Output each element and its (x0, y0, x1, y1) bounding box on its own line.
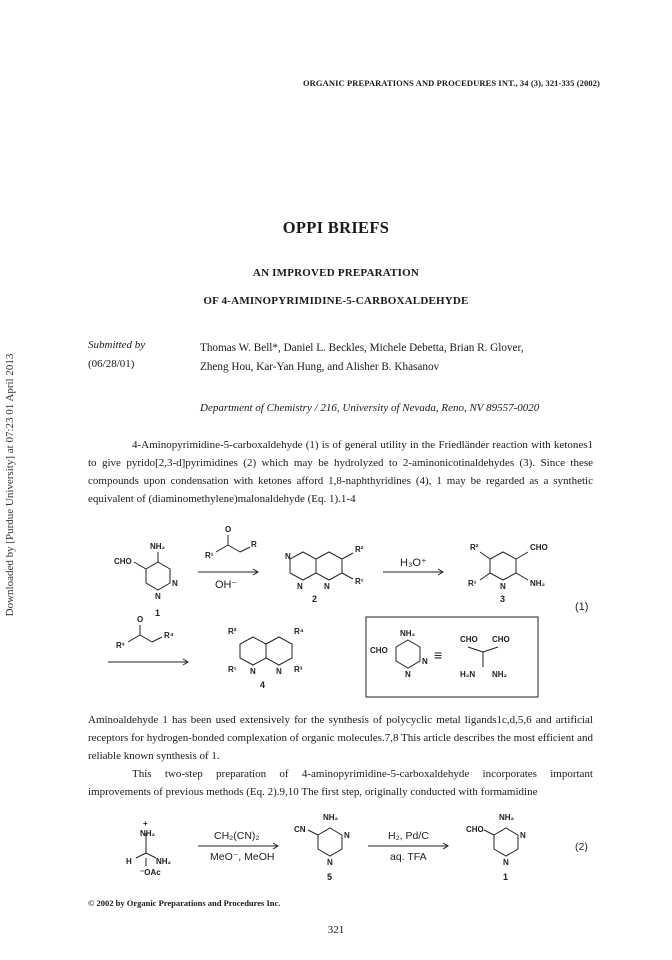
cho-label-box-2: CHO (460, 635, 478, 644)
nh2-label-1c: NH₂ (499, 813, 515, 822)
cho-label-box: CHO (370, 646, 388, 655)
r4-label-4: R⁴ (294, 627, 304, 636)
pyrimidine-ring-1 (146, 562, 170, 590)
n-label-1c-b: N (503, 858, 509, 867)
paragraph-block-2 (88, 711, 593, 801)
compound-label-1: 1 (155, 608, 161, 618)
reagent-hydrogenation: H₂, Pd/C (388, 830, 429, 842)
cho-label-1c: CHO (466, 825, 484, 834)
r1-label-4: R¹ (228, 665, 237, 674)
nh2-label-box: NH₂ (400, 629, 416, 638)
paragraph-intro (88, 436, 593, 508)
h-label-amidine: H (126, 857, 132, 866)
plus-sign: + (143, 819, 148, 828)
n-label-3: N (500, 582, 506, 591)
n-label-5a: N (344, 831, 350, 840)
o-label-ketone-2: O (137, 615, 144, 624)
acetate-label: ⁻OAc (140, 868, 161, 877)
authors-line2: Zheng Hou, Kar-Yan Hung, and Alisher B. Khasanov (200, 361, 440, 373)
reagent-hydroxide: OH⁻ (215, 579, 238, 591)
nh2-label-box-2: NH₂ (492, 670, 508, 679)
download-watermark-text: Downloaded by [Purdue University] at 07:23 01 April 2013 (4, 353, 16, 617)
n-label-2c: N (324, 582, 330, 591)
nh2-label-amidine-top: NH₂ (140, 829, 156, 838)
pyrimidine-ring-5 (318, 828, 342, 856)
n-label-4b: N (276, 667, 282, 676)
r2-label-2: R² (355, 545, 364, 554)
article-title-line1: AN IMPROVED PREPARATION (252, 267, 420, 279)
r2-label-4: R² (228, 627, 237, 636)
r-label-ketone: R (251, 540, 257, 549)
naphthyridine-ring-right (266, 637, 292, 665)
nh2-label-amidine: NH₂ (156, 857, 172, 866)
reagent-hydronium: H₃O⁺ (400, 557, 427, 569)
equivalent-box (366, 617, 538, 697)
reagent-tfa: aq. TFA (390, 851, 427, 863)
submitted-label: Submitted by (88, 339, 146, 351)
pyrimidine-ring-1b (494, 828, 518, 856)
paragraph-1: 4-Aminopyrimidine-5-carboxaldehyde (1) is of general utility in the Friedländer reaction with ketones1 to give pyrido[2,3-d]pyrimidines (2) which may be hydrolyzed to 2-aminonicotinaldehydes (3). Since these compounds upon condensation with ketones afford 1,8-naphthyridines (4), 1 may be regarded as a synthetic equivalent of (diaminomethylene)malonaldehyde (Eq. 1).1-4 (88, 439, 593, 505)
r3-label-ketone: R³ (116, 641, 125, 650)
cho-label-3: CHO (530, 543, 548, 552)
r1-label-3: R¹ (468, 579, 477, 588)
cn-label-5: CN (294, 825, 306, 834)
pyrimidine-ring-2 (290, 552, 316, 580)
r1-label-ketone: R¹ (205, 551, 214, 560)
equivalence-sign: ≡ (434, 647, 443, 663)
equation-number-2: (2) (575, 841, 588, 853)
authors-line1: Thomas W. Bell*, Daniel L. Beckles, Michele Debetta, Brian R. Glover, (200, 342, 524, 354)
equation-number-1: (1) (575, 601, 589, 613)
h2n-label-box: H₂N (460, 670, 476, 679)
nh2-label-1: NH₂ (150, 542, 166, 551)
paragraph-3: This two-step preparation of 4-aminopyrimidine-5-carboxaldehyde incorporates important improvements of previous methods (Eq. 2).9,10 The first step, originally conducted with formamidine (88, 768, 593, 798)
reaction-scheme-1 (88, 522, 598, 707)
affiliation: Department of Chemistry / 216, University of Nevada, Reno, NV 89557-0020 (200, 402, 540, 414)
compound-label-1c: 1 (503, 872, 509, 882)
copyright-footer: © 2002 by Organic Preparations and Procedures Inc. (88, 898, 281, 908)
compound-label-5: 5 (327, 872, 333, 882)
reagent-malononitrile: CH₂(CN)₂ (214, 830, 260, 842)
n-label-1c-a: N (520, 831, 526, 840)
r4-label-ketone: R⁴ (164, 631, 174, 640)
compound-label-2: 2 (312, 594, 318, 604)
n-label-1b: N (155, 592, 161, 601)
pyridine-ring-2 (316, 552, 342, 580)
n-label-5b: N (327, 858, 333, 867)
journal-header: ORGANIC PREPARATIONS AND PROCEDURES INT., 34 (3), 321-335 (2002) (302, 78, 600, 88)
reaction-scheme-2 (88, 808, 598, 888)
r1-label-2: R¹ (355, 577, 364, 586)
pyrimidine-ring-box (396, 640, 420, 668)
download-watermark (3, 320, 17, 650)
article-title-line2: OF 4-AMINOPYRIMIDINE-5-CARBOXALDEHYDE (203, 295, 469, 307)
nh2-label-5: NH₂ (323, 813, 339, 822)
submitted-date: (06/28/01) (88, 358, 135, 370)
nh2-label-3: NH₂ (530, 579, 546, 588)
pyridine-ring-3 (490, 552, 516, 580)
r3-label-4: R³ (294, 665, 303, 674)
n-label-2a: N (285, 552, 291, 561)
cho-label-box-3: CHO (492, 635, 510, 644)
compound-label-4: 4 (260, 680, 266, 690)
paragraph-2: Aminoaldehyde 1 has been used extensively for the synthesis of polycyclic metal ligands1c,d,5,6 and artificial receptors for hydrogen-bonded complexation of organic molecules.7,8 This article describes the most efficient and reliable known synthesis of 1. (88, 714, 593, 762)
n-label-4a: N (250, 667, 256, 676)
cho-label-1: CHO (114, 557, 132, 566)
naphthyridine-ring-left (240, 637, 266, 665)
r2-label-3: R² (470, 543, 479, 552)
n-label-box-a: N (422, 657, 428, 666)
n-label-box-b: N (405, 670, 411, 679)
compound-label-3: 3 (500, 594, 506, 604)
page-number: 321 (327, 924, 345, 936)
o-label-ketone: O (225, 525, 232, 534)
reagent-methoxide: MeO⁻, MeOH (210, 851, 275, 863)
section-title: OPPI BRIEFS (282, 218, 390, 237)
n-label-2b: N (297, 582, 303, 591)
n-label-1a: N (172, 579, 178, 588)
